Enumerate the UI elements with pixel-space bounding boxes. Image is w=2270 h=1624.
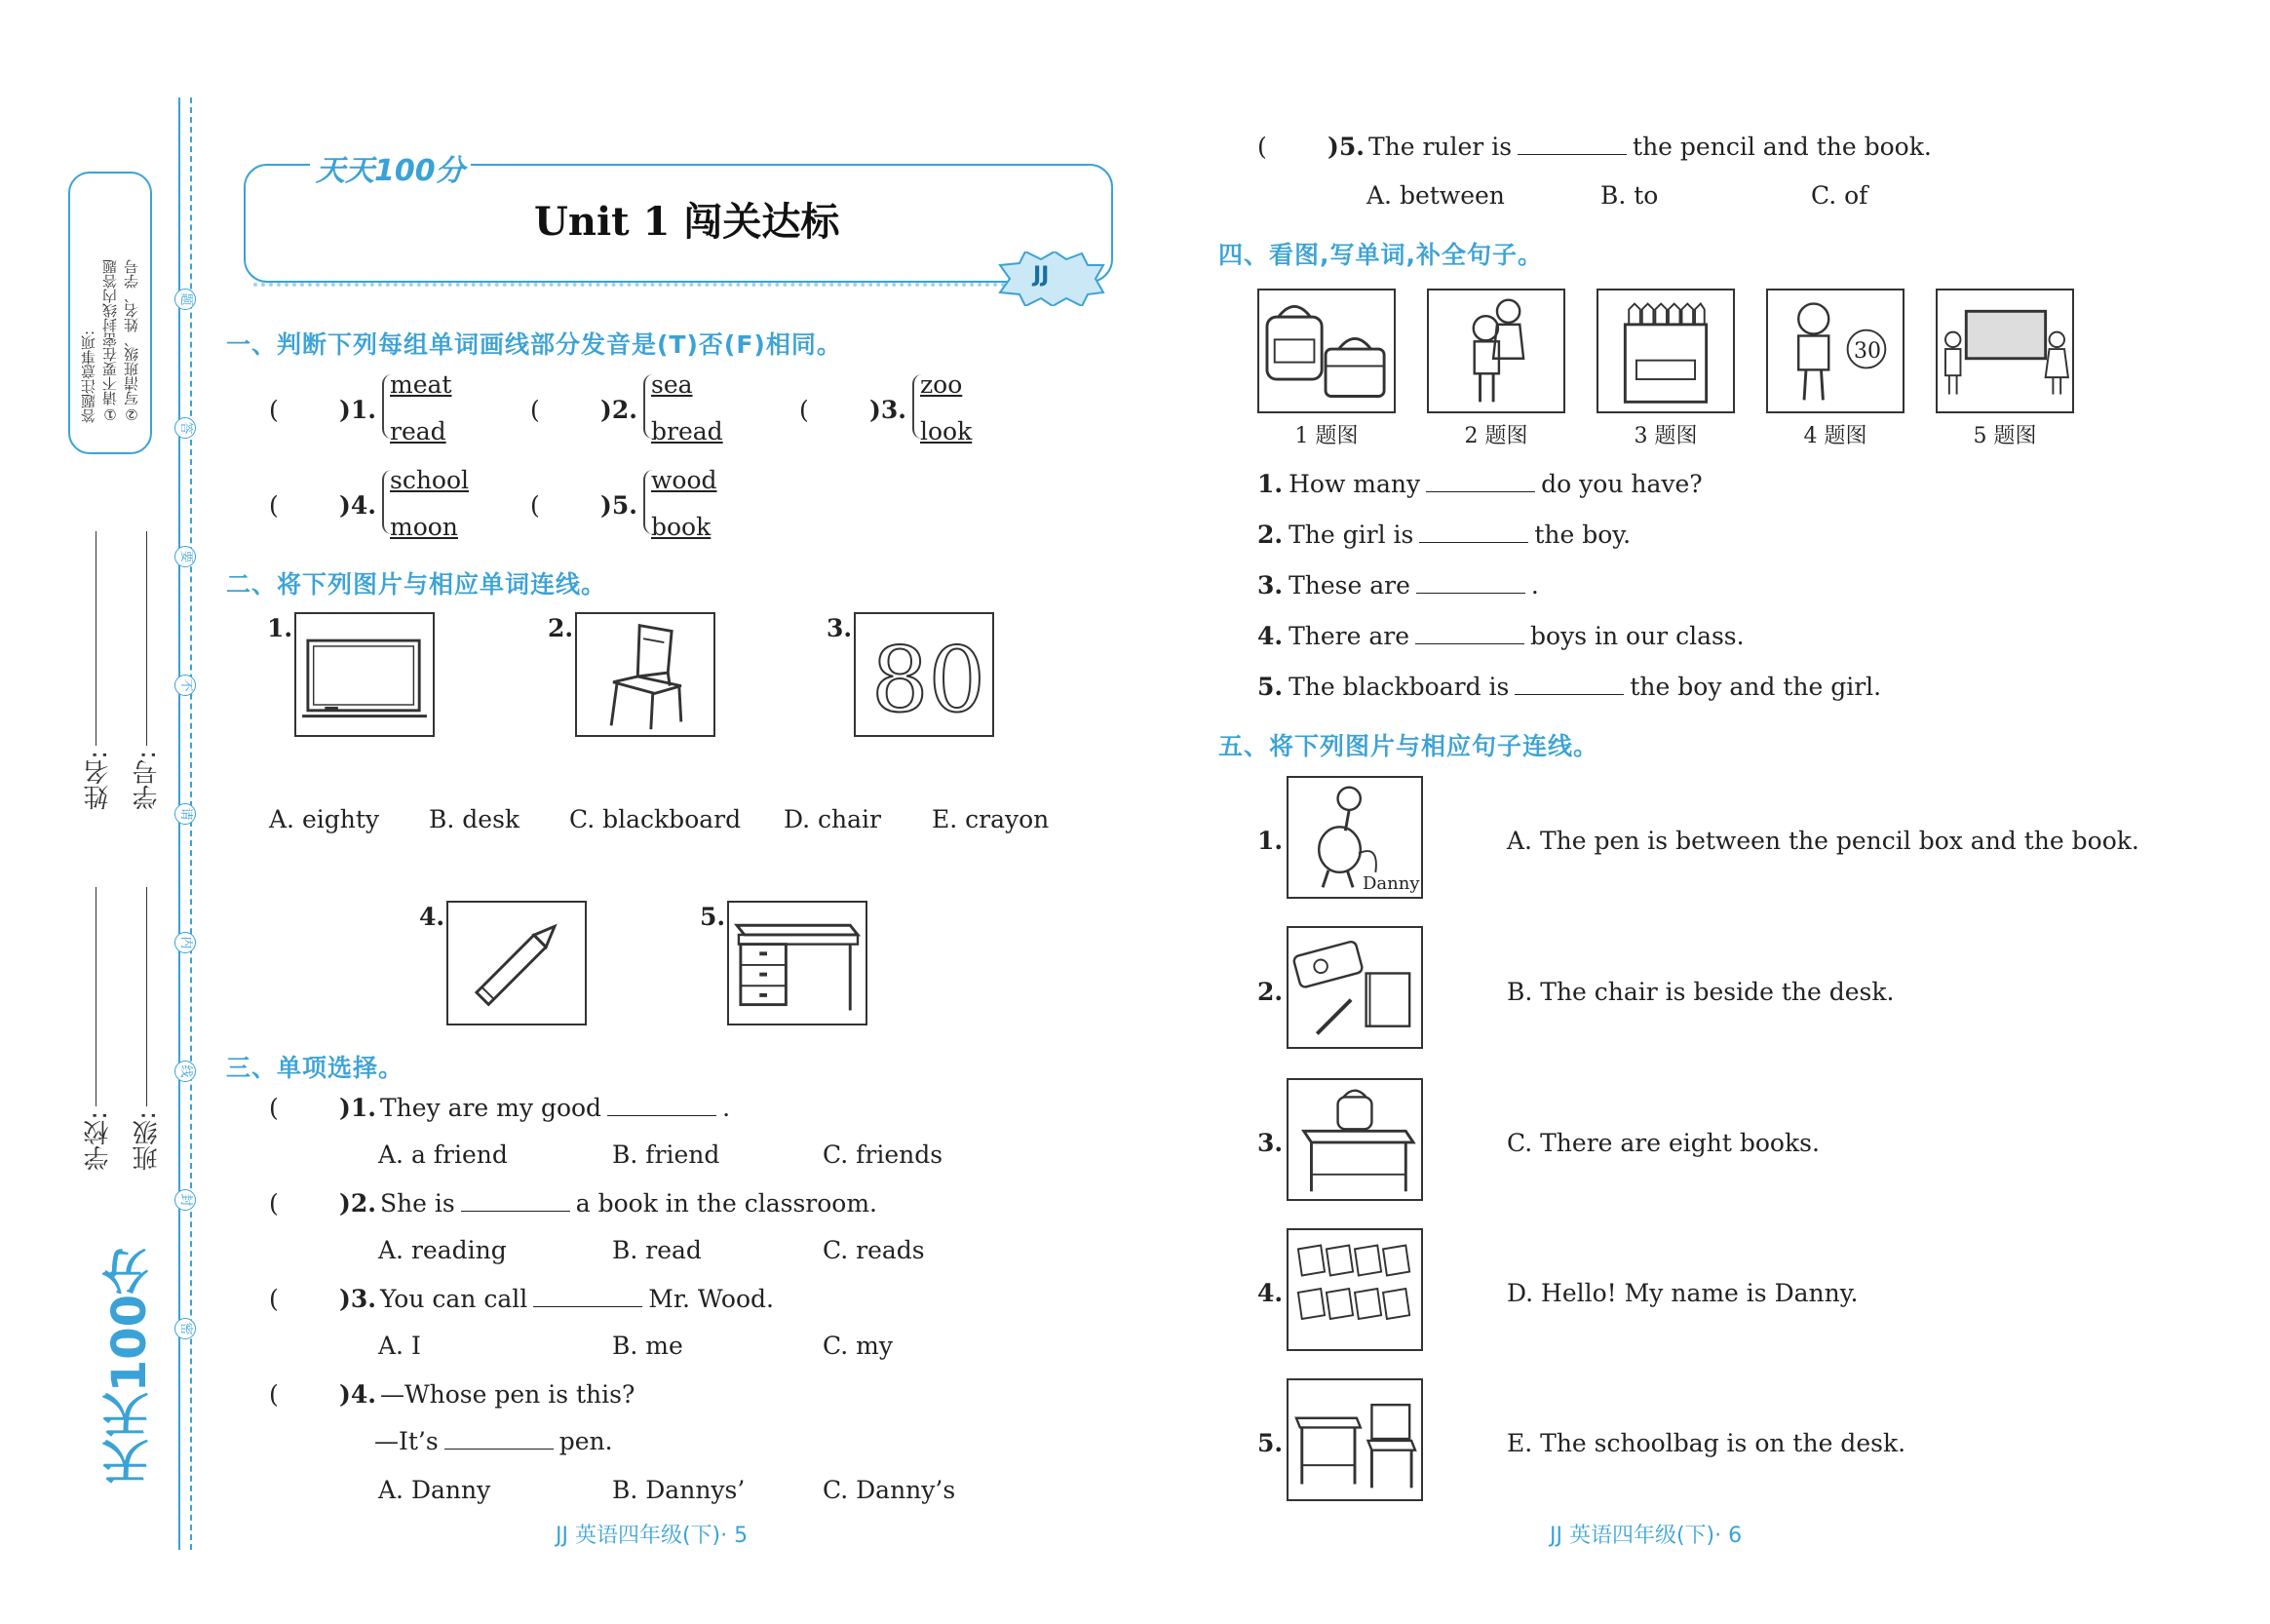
answer-blank[interactable] — [1515, 676, 1624, 695]
s5-option[interactable]: D. Hello! My name is Danny. — [1507, 1279, 1859, 1307]
desk-picture[interactable] — [727, 901, 867, 1025]
answer-blank[interactable] — [607, 1097, 716, 1116]
answer-blank[interactable] — [1426, 473, 1535, 492]
s2-pic-num: 1. — [267, 614, 293, 642]
answer-blank[interactable] — [1415, 625, 1524, 644]
s2-pic-num: 2. — [548, 614, 574, 642]
seal-char: 封 — [174, 1189, 196, 1211]
answer-blank[interactable] — [461, 1192, 570, 1212]
s3-option[interactable]: C. of — [1811, 181, 1868, 210]
s3-option[interactable]: A. reading — [378, 1236, 507, 1264]
s1-word-b: read — [390, 417, 446, 445]
s3-paren: ( — [269, 1285, 279, 1313]
s1-word-a: school — [390, 466, 470, 494]
s4-sentence: 2. The girl is the boy. — [1257, 521, 1632, 549]
id-label: 学号: — [133, 751, 162, 810]
schoolbags-picture — [1257, 289, 1396, 413]
s3-option[interactable]: A. between — [1366, 181, 1505, 210]
s3-question: )5. The ruler is the pencil and the book. — [1327, 133, 1932, 161]
crayons-box-picture — [1597, 289, 1735, 413]
page-title: Unit 1 闯关达标 — [534, 199, 840, 245]
s3-question-line2: —It’s pen. — [374, 1427, 613, 1455]
s4-sentence: 4. There are boys in our class. — [1257, 622, 1745, 650]
answer-blank[interactable] — [444, 1430, 554, 1450]
s3-question: )4. —Whose pen is this? — [339, 1380, 635, 1409]
title-dots — [253, 283, 1053, 287]
name-label: 姓名: — [84, 751, 113, 810]
s3-option[interactable]: B. friend — [612, 1141, 720, 1169]
s3-paren: ( — [269, 1094, 279, 1122]
seal-char: 不 — [174, 675, 196, 696]
crayon-picture[interactable] — [446, 901, 587, 1025]
s5-pic-num: 1. — [1257, 827, 1284, 855]
s4-heading: 四、看图,写单词,补全句子。 — [1218, 241, 1543, 269]
girl-behind-boy-picture — [1427, 289, 1565, 413]
s3-option[interactable]: B. me — [612, 1332, 683, 1360]
number-80-picture[interactable]: 80 — [854, 612, 994, 737]
danny-label: Danny — [1363, 873, 1420, 894]
s1-paren: ( — [530, 491, 540, 520]
s1-paren: ( — [269, 491, 279, 520]
s3-option[interactable]: C. friends — [823, 1141, 943, 1169]
footer-left: JJ 英语四年级(下)· 5 — [556, 1524, 749, 1548]
s1-heading: 一、判断下列每组单词画线部分发音是(T)否(F)相同。 — [226, 330, 842, 359]
s3-option[interactable]: B. read — [612, 1236, 702, 1264]
s3-option[interactable]: C. Danny’s — [823, 1476, 956, 1504]
s4-caption: 5 题图 — [1973, 424, 2037, 448]
s5-heading: 五、将下列图片与相应句子连线。 — [1218, 732, 1599, 760]
answer-blank[interactable] — [533, 1288, 642, 1307]
s4-caption: 3 题图 — [1634, 424, 1698, 448]
s3-option[interactable]: A. I — [378, 1332, 421, 1360]
seal-char: 题 — [174, 289, 196, 310]
s1-paren: ( — [530, 396, 540, 424]
s1-item-number[interactable]: )1. — [339, 396, 376, 424]
s3-paren: ( — [269, 1189, 279, 1218]
notice-text: 答题注意事项: ①请不要在密封线内答题 ②写清班级、姓名、学号 — [80, 259, 140, 423]
s1-word-a: sea — [651, 370, 693, 399]
s5-option[interactable]: A. The pen is between the pencil box and the book. — [1507, 827, 2139, 855]
s3-option[interactable]: A. a friend — [378, 1141, 508, 1169]
s4-caption: 2 题图 — [1464, 424, 1528, 448]
s1-item-number[interactable]: )2. — [600, 396, 637, 424]
s3-question: )1. They are my good . — [339, 1094, 731, 1122]
chair-picture[interactable] — [575, 612, 715, 737]
s2-option[interactable]: C. blackboard — [569, 805, 742, 833]
s2-pic-num: 5. — [700, 903, 726, 931]
seal-char: 密 — [174, 1318, 196, 1339]
s1-word-b: moon — [390, 513, 458, 541]
footer-right: JJ 英语四年级(下)· 6 — [1550, 1524, 1743, 1548]
class-field[interactable] — [146, 887, 147, 1106]
s1-word-b: book — [651, 513, 712, 541]
s3-option[interactable]: C. reads — [823, 1236, 925, 1264]
answer-blank[interactable] — [1419, 523, 1528, 543]
s2-option[interactable]: E. crayon — [932, 805, 1050, 833]
edition-badge: JJ — [998, 251, 1105, 306]
s1-paren: ( — [269, 396, 279, 424]
s1-word-b: look — [920, 417, 973, 445]
blackboard-between-picture — [1936, 289, 2074, 413]
s2-option[interactable]: D. chair — [784, 805, 881, 833]
s2-option[interactable]: B. desk — [429, 805, 520, 833]
s1-item-number[interactable]: )3. — [869, 396, 906, 424]
s3-paren: ( — [269, 1380, 279, 1409]
s4-caption: 1 题图 — [1294, 424, 1359, 448]
s3-question: )3. You can call Mr. Wood. — [339, 1285, 774, 1313]
eight-books-picture[interactable] — [1287, 1228, 1423, 1351]
s5-pic-num: 5. — [1257, 1429, 1284, 1457]
s2-pic-num: 3. — [827, 614, 853, 642]
seal-char: 线 — [174, 1061, 196, 1082]
seal-char: 要 — [174, 546, 196, 567]
s3-option[interactable]: C. my — [823, 1332, 893, 1360]
logo: 天天100分 — [310, 146, 471, 189]
schoolbag-on-desk-picture[interactable] — [1287, 1078, 1423, 1201]
s3-option[interactable]: B. to — [1600, 181, 1659, 210]
s1-word-a: wood — [651, 466, 717, 494]
s1-item-number[interactable]: )5. — [600, 491, 637, 520]
class-label: 班级: — [133, 1111, 162, 1171]
school-label: 学校: — [84, 1111, 113, 1171]
s2-pic-num: 4. — [419, 903, 445, 931]
s1-word-a: meat — [390, 370, 452, 399]
blackboard-picture[interactable] — [294, 612, 435, 737]
s1-word-a: zoo — [920, 370, 963, 399]
seal-char: 内 — [174, 932, 196, 953]
seal-char: 答 — [174, 417, 196, 439]
s1-word-b: bread — [651, 417, 723, 445]
s2-heading: 二、将下列图片与相应单词连线。 — [226, 570, 607, 599]
boy-thirty-picture: 30 — [1766, 289, 1904, 413]
id-field[interactable] — [146, 531, 147, 746]
s3-question: )2. She is a book in the classroom. — [339, 1189, 877, 1218]
side-logo: 天天100分 — [102, 1248, 157, 1487]
danny-picture[interactable] — [1287, 776, 1423, 899]
s3-option[interactable]: A. Danny — [378, 1476, 491, 1504]
pen-pencilbox-book-picture[interactable] — [1287, 926, 1423, 1049]
s4-sentence: 1. How many do you have? — [1257, 470, 1703, 498]
s5-option[interactable]: E. The schoolbag is on the desk. — [1507, 1429, 1906, 1457]
s5-option[interactable]: C. There are eight books. — [1507, 1129, 1820, 1157]
answer-blank[interactable] — [1518, 135, 1627, 155]
s3-option[interactable]: B. Dannys’ — [612, 1476, 746, 1504]
s1-item-number[interactable]: )4. — [339, 491, 376, 520]
s3-paren: ( — [1257, 133, 1267, 161]
s5-pic-num: 3. — [1257, 1129, 1284, 1157]
seal-char: 请 — [174, 803, 196, 825]
s5-option[interactable]: B. The chair is beside the desk. — [1507, 978, 1895, 1006]
s5-pic-num: 2. — [1257, 978, 1284, 1006]
s5-pic-num: 4. — [1257, 1279, 1284, 1307]
s4-sentence: 5. The blackboard is the boy and the girl. — [1257, 673, 1882, 701]
answer-blank[interactable] — [1416, 574, 1525, 594]
s3-heading: 三、单项选择。 — [226, 1054, 404, 1082]
s4-sentence: 3. These are . — [1257, 571, 1539, 599]
s1-paren: ( — [799, 396, 809, 424]
s4-caption: 4 题图 — [1803, 424, 1867, 448]
s2-option[interactable]: A. eighty — [269, 805, 380, 833]
chair-beside-desk-picture[interactable] — [1287, 1378, 1423, 1501]
